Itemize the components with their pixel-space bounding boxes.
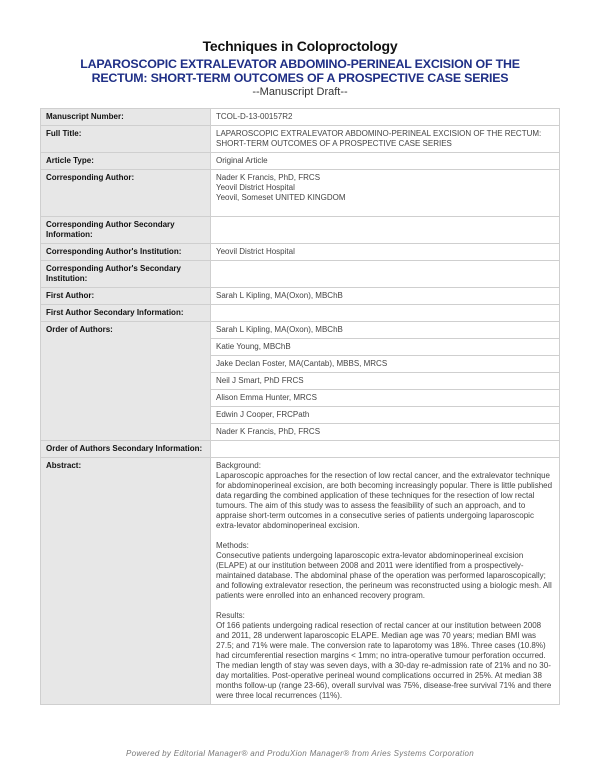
title-line-1: LAPAROSCOPIC EXTRALEVATOR ABDOMINO-PERINEAL EXCISION OF THE — [80, 57, 520, 71]
author-item: Nader K Francis, PhD, FRCS — [211, 424, 560, 441]
author-item: Jake Declan Foster, MA(Cantab), MBBS, MRCS — [211, 356, 560, 373]
abstract-value — [211, 458, 560, 705]
manuscript-metadata-table — [40, 108, 560, 705]
page-header — [0, 0, 600, 98]
order-secondary-label: Order of Authors Secondary Information: — [41, 441, 211, 458]
first-author-secondary-label: First Author Secondary Information: — [41, 305, 211, 322]
row-corresponding-secondary-institution — [41, 261, 560, 288]
corresponding-author-hospital: Yeovil District Hospital — [216, 183, 295, 192]
row-corresponding-author — [41, 170, 560, 217]
row-order-of-authors — [41, 322, 560, 339]
row-first-author — [41, 288, 560, 305]
corresponding-author-location: Yeovil, Someset UNITED KINGDOM — [216, 193, 346, 202]
full-title-label: Full Title: — [41, 126, 211, 153]
row-corresponding-secondary — [41, 217, 560, 244]
article-type-value: Original Article — [211, 153, 560, 170]
abstract-methods-text: Consecutive patients undergoing laparoscopic extra-levator abdominoperineal excision (ELAPE) at our institution between 2008 and 2011 were identified from a prospectively-maintained database. The abdominal phase of the operation was performed laparoscopically; and following extralevator resection, the perineum was reconstructed using a biologic mesh. All patients were enrolled into an enhanced recovery program. — [216, 551, 552, 600]
corresponding-author-label: Corresponding Author: — [41, 170, 211, 217]
author-item: Alison Emma Hunter, MRCS — [211, 390, 560, 407]
first-author-value: Sarah L Kipling, MA(Oxon), MBChB — [211, 288, 560, 305]
order-of-authors-label: Order of Authors: — [41, 322, 211, 441]
abstract-background-heading: Background: — [216, 461, 261, 470]
corresponding-author-value — [211, 170, 560, 217]
row-order-secondary — [41, 441, 560, 458]
corresponding-institution-value: Yeovil District Hospital — [211, 244, 560, 261]
abstract-background-text: Laparoscopic approaches for the resection of low rectal cancer, and the extralevator technique for abdominoperineal excision, are both becoming increasingly popular. There is little published data regarding the combined application of these techniques for the resection of low rectal tumours. The aim of this study was to assess the feasibility of such an approach, and to appraise short-term outcomes in a consecutive series of patients undergoing laparoscopic extra-levator abdominoperineal excision. — [216, 471, 553, 530]
row-corresponding-institution — [41, 244, 560, 261]
order-secondary-value — [211, 441, 560, 458]
draft-label: --Manuscript Draft-- — [252, 86, 348, 98]
title-line-2: RECTUM: SHORT-TERM OUTCOMES OF A PROSPECTIVE CASE SERIES — [91, 71, 509, 85]
manuscript-title — [0, 57, 600, 85]
corresponding-author-name: Nader K Francis, PhD, FRCS — [216, 173, 321, 182]
author-item: Katie Young, MBChB — [211, 339, 560, 356]
row-full-title — [41, 126, 560, 153]
article-type-label: Article Type: — [41, 153, 211, 170]
corresponding-secondary-institution-label: Corresponding Author's Secondary Institution: — [41, 261, 211, 288]
row-article-type — [41, 153, 560, 170]
author-item: Sarah L Kipling, MA(Oxon), MBChB — [211, 322, 560, 339]
row-abstract — [41, 458, 560, 705]
full-title-value: LAPAROSCOPIC EXTRALEVATOR ABDOMINO-PERINEAL EXCISION OF THE RECTUM: SHORT-TERM OUTCOMES OF A PROSPECTIVE CASE SERIES — [211, 126, 560, 153]
abstract-methods-heading: Methods: — [216, 541, 249, 550]
journal-name: Techniques in Coloproctology — [202, 38, 398, 54]
corresponding-secondary-value — [211, 217, 560, 244]
corresponding-secondary-institution-value — [211, 261, 560, 288]
manuscript-number-value: TCOL-D-13-00157R2 — [211, 109, 560, 126]
corresponding-institution-label: Corresponding Author's Institution: — [41, 244, 211, 261]
row-first-author-secondary — [41, 305, 560, 322]
author-item: Neil J Smart, PhD FRCS — [211, 373, 560, 390]
manuscript-number-label: Manuscript Number: — [41, 109, 211, 126]
page-footer: Powered by Editorial Manager® and ProduXion Manager® from Aries Systems Corporation — [125, 749, 475, 758]
author-item: Edwin J Cooper, FRCPath — [211, 407, 560, 424]
first-author-secondary-value — [211, 305, 560, 322]
abstract-results-heading: Results: — [216, 611, 245, 620]
abstract-results-text: Of 166 patients undergoing radical resection of rectal cancer at our institution between 2008 and 2011, 28 underwent laparoscopic ELAPE. Median age was 70 years; median BMI was 27.5; and 71% were male. The conversion rate to laparotomy was 18%. Three cases (10.8%) had circumferential resection margins < 1mm; no intra-operative tumour perforation occurred. The median length of stay was seven days, with a 30-day re-admission rate of 21% and no 30-day mortalities. Post-operative perineal wound complications occurred in 25%. At median 38 months follow-up (range 23-66), overall survival was 75%, disease-free survival 71% and there were three local recurrences (11%). — [216, 621, 552, 700]
first-author-label: First Author: — [41, 288, 211, 305]
abstract-label: Abstract: — [41, 458, 211, 705]
row-manuscript-number — [41, 109, 560, 126]
corresponding-secondary-label: Corresponding Author Secondary Information: — [41, 217, 211, 244]
